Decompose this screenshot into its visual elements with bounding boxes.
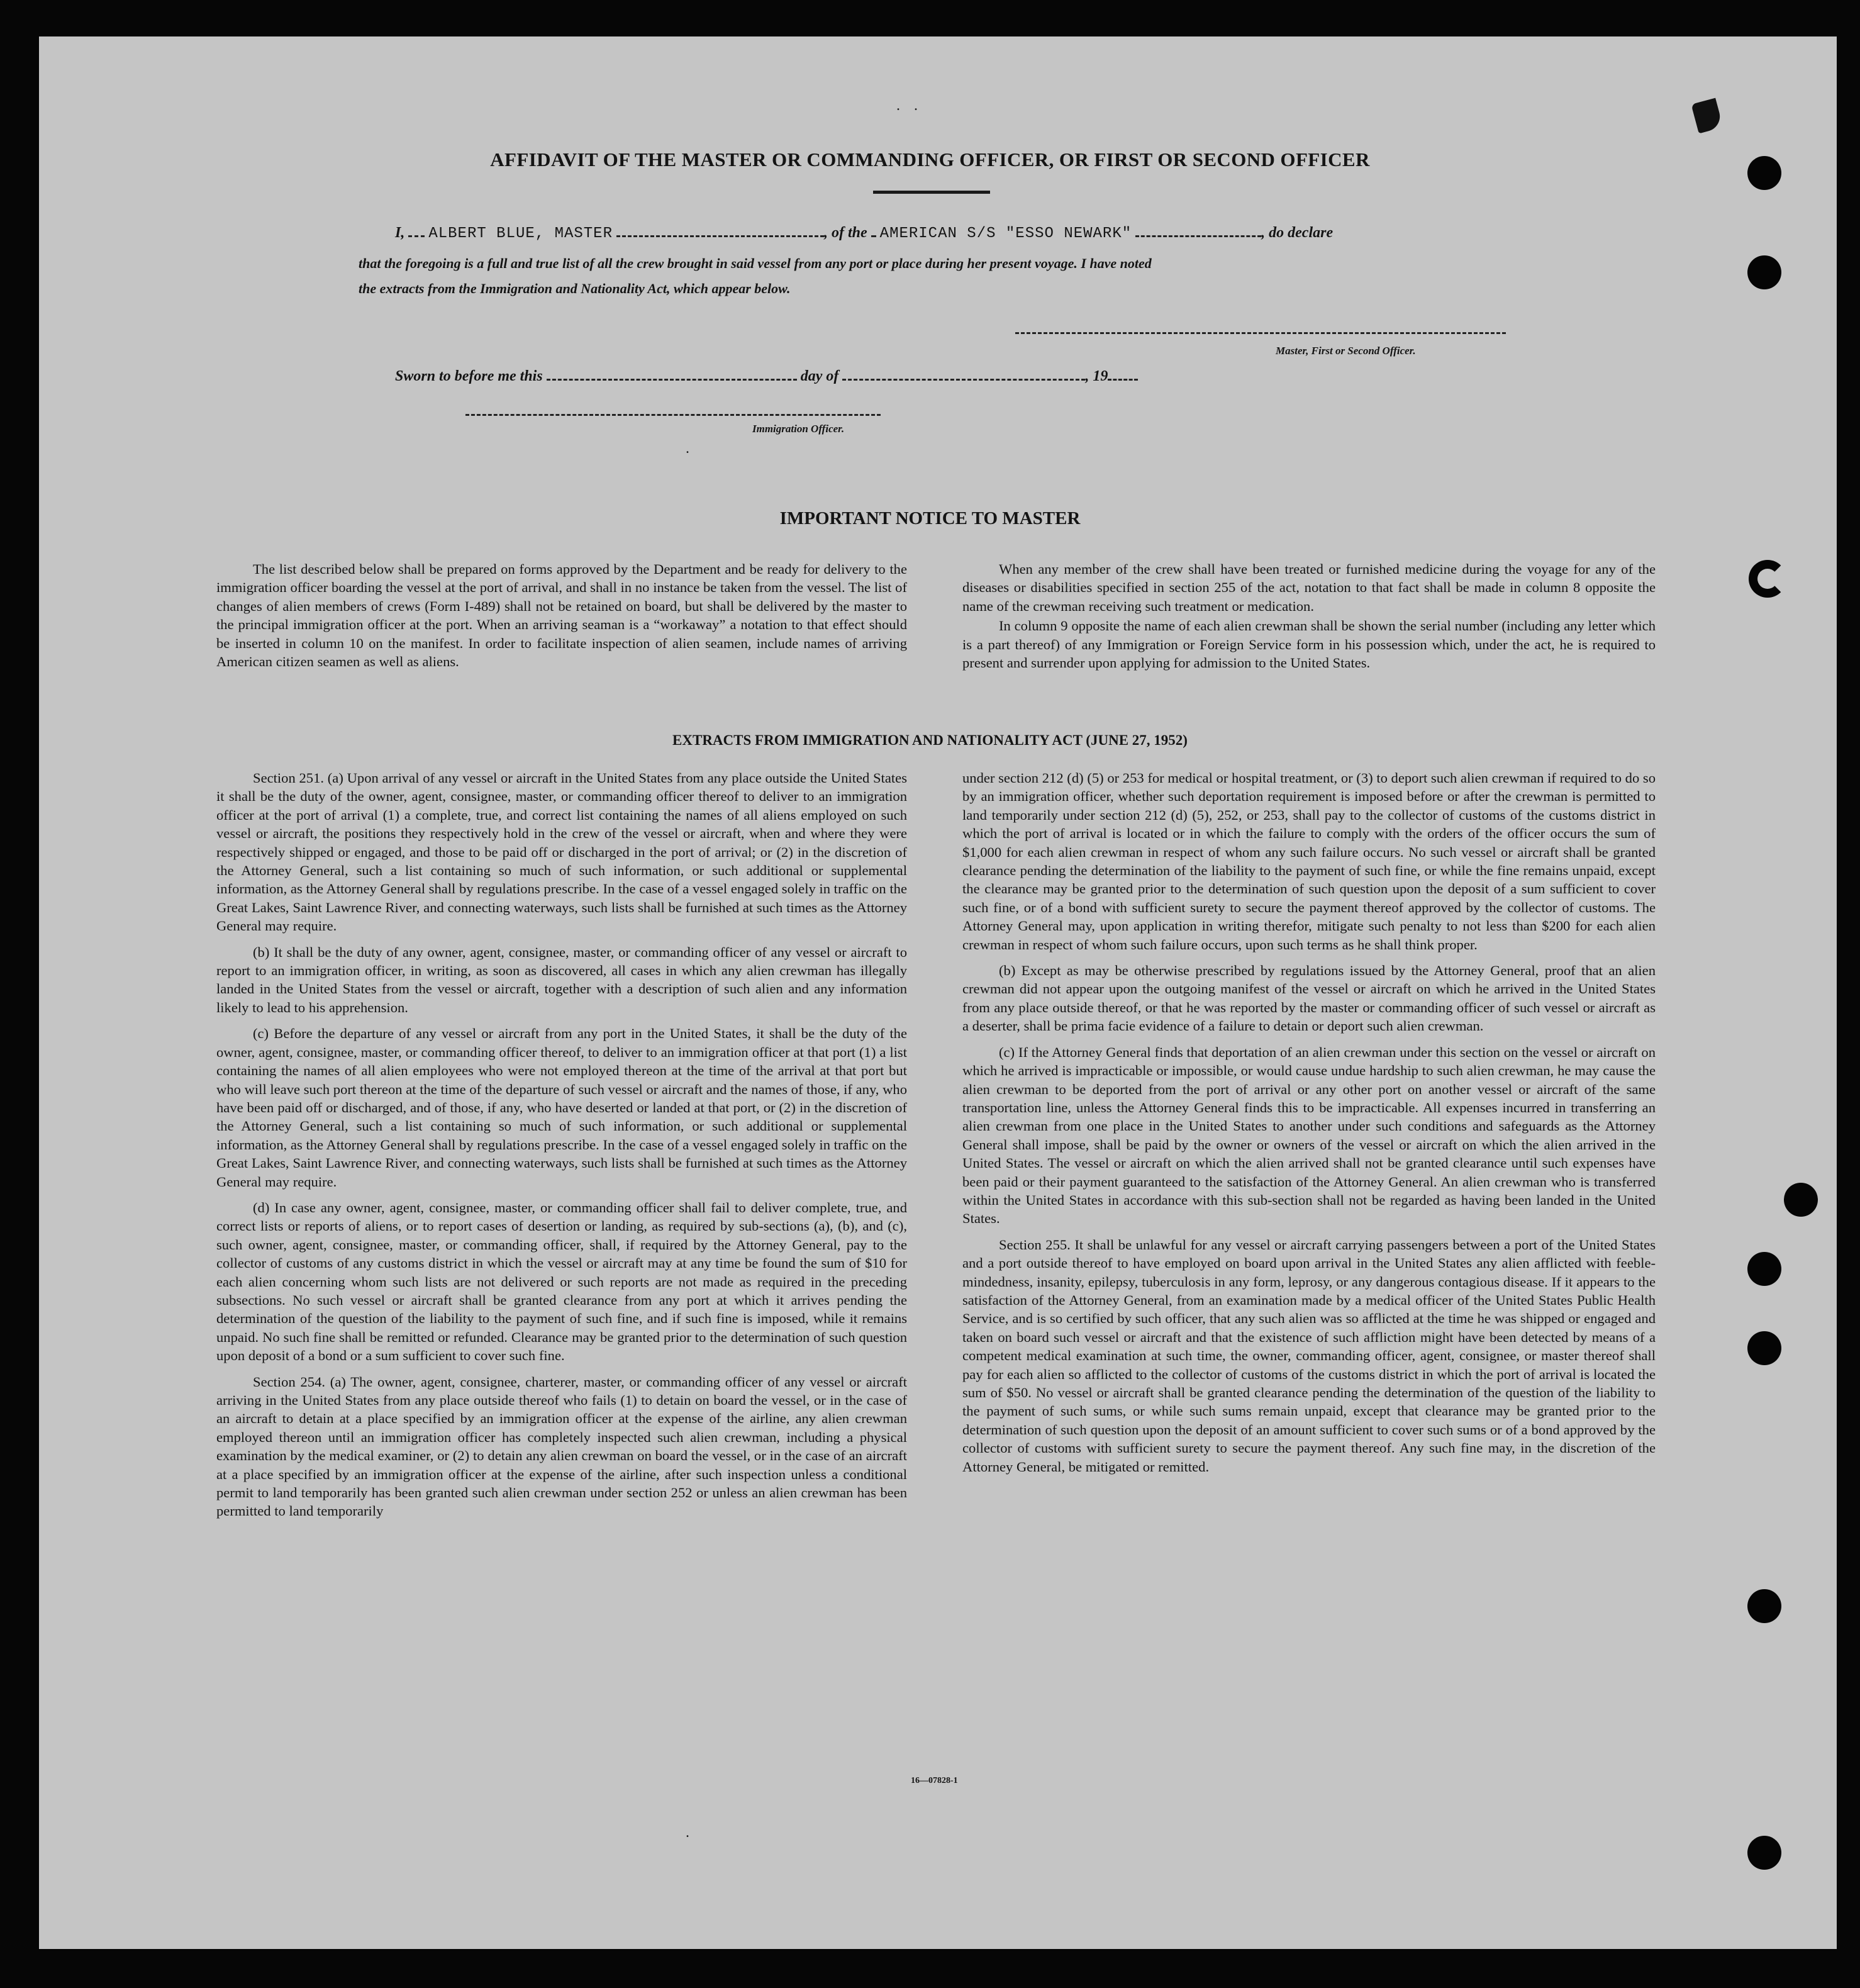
extracts-right-column	[962, 769, 1656, 1483]
master-name-field: ALBERT BLUE, MASTER	[428, 225, 613, 242]
punch-hole-icon	[1749, 560, 1786, 598]
section-paragraph: (d) In case any owner, agent, consignee, master, or commanding officer shall fail to deliver complete, true, and correct lists or reports of aliens, or to report cases of desertion or landing, as required by sub-sections (a), (b), and (c), such owner, agent, consignee, master, or commanding officer, shall, if required by the Attorney General, pay to the collector of customs of any customs district in which the vessel or aircraft may at any time be found the sum of $10 for each alien concerning whom such lists are not delivered or such reports are not made as required in the preceding subsections. No such vessel or aircraft shall be granted clearance from any port at which it arrives pending the determination of the question of the liability to the payment of such fine, and if such fine is imposed, while it remains unpaid. No such fine shall be remitted or refunded. Clearance may be granted prior to the determination of such question upon deposit of a bond or a sum sufficient to cover such fine.	[216, 1199, 907, 1364]
section-paragraph: (c) If the Attorney General finds that deportation of an alien crewman under this section on the vessel or aircraft on which he arrived is impracticable or impossible, or would cause undue hardship to such alien crewman, he may cause the alien crewman to be deported from the port of arrival or any other port on another vessel or aircraft of the same transportation line, unless the Attorney General finds this to be impracticable. All expenses incurred in transferring an alien crewman from one place in the United States to another under such conditions and safeguards as the Attorney General shall impose, shall be paid by the owner or owners of the vessel or aircraft on which the alien arrived in the United States. The vessel or aircraft on which the alien arrived shall not be granted clearance until such expenses have been paid or their payment guaranteed to the satisfaction of the Attorney General. An alien crewman who is transferred within the United States in accordance with this sub-section shall not be regarded as having been landed in the United States.	[962, 1044, 1656, 1227]
punch-hole-icon	[1747, 1252, 1781, 1286]
title-rule	[873, 191, 990, 194]
year-label: , 19	[1085, 368, 1108, 384]
declaration-line-3: the extracts from the Immigration and Nationality Act, which appear below.	[359, 281, 791, 296]
affidavit-title: AFFIDAVIT OF THE MASTER OR COMMANDING OFFICER, OR FIRST OR SECOND OFFICER	[490, 148, 1370, 170]
day-of-label: day of	[800, 368, 839, 384]
form-number: 16—07828-1	[911, 1776, 958, 1785]
section-paragraph: (b) Except as may be otherwise prescribed by regulations issued by the Attorney General, proof that an alien crewman did not appear upon the outgoing manifest of the vessel or aircraft on which he arrived in the United States from any place outside thereof, or that he was reported by the master or commanding officer of such vessel or aircraft as a deserter, shall be prima facie evidence of a failure to detain or deport such alien crewman.	[962, 963, 1656, 1034]
punch-hole-icon	[1747, 255, 1781, 289]
notice-paragraph: The list described below shall be prepared on forms approved by the Department and be ready for delivery to the immigration officer boarding the vessel at the port of arrival, and shall in no instance be taken from the vessel. The list of changes of alien members of crews (Form I-489) shall not be retained on board, but shall be delivered by the master to the principal immigration officer at the port. When an arriving seaman is a “workaway” a notation to that effect should be inserted in column 10 on the manifest. In order to facilitate inspection of alien seamen, include names of arriving American citizen seamen as well as aliens.	[216, 561, 907, 670]
signature-line	[1015, 332, 1506, 334]
notice-title: IMPORTANT NOTICE TO MASTER	[779, 508, 1081, 528]
extracts-left-column	[216, 769, 907, 1528]
blank	[871, 224, 876, 237]
notice-right-column	[962, 560, 1656, 679]
extracts-title: EXTRACTS FROM IMMIGRATION AND NATIONALITY ACT (JUNE 27, 1952)	[672, 732, 1188, 748]
sworn-line	[395, 367, 1138, 385]
declaration-line-2: that the foregoing is a full and true list of all the crew brought in said vessel from any port or place during her present voyage. I have noted	[359, 255, 1152, 271]
punch-hole-icon	[1747, 1589, 1781, 1623]
of-the-label: , of the	[824, 225, 867, 241]
blank	[1135, 224, 1261, 237]
declaration-line	[395, 224, 1333, 242]
do-declare-label: , do declare	[1261, 225, 1334, 241]
section-paragraph: Section 251. (a) Upon arrival of any vessel or aircraft in the United States from any place outside the United States it shall be the duty of the owner, agent, consignee, master, or commanding officer thereof to deliver to an immigration officer at the port of arrival (1) a complete, true, and correct list containing the names of all aliens employed on such vessel or aircraft, the positions they respectively hold in the crew of the vessel or aircraft, when and where they were respectively shipped or engaged, and those to be paid off or discharged in the port of arrival; or (2) in the discretion of the Attorney General, such a list containing so much of such information, or such additional or supplemental information, as the Attorney General shall by regulations prescribe. In the case of a vessel engaged solely in traffic on the Great Lakes, Saint Lawrence River, and connecting waterways, such lists shall be furnished at such times as the Attorney General may require.	[216, 770, 907, 934]
signature-caption: Master, First or Second Officer.	[1276, 345, 1416, 357]
blank	[842, 367, 1085, 381]
declaration-prefix: I,	[395, 225, 405, 241]
punch-hole-icon	[1747, 1331, 1781, 1365]
notice-paragraph: When any member of the crew shall have been treated or furnished medicine during the voyage for any of the diseases or disabilities specified in section 255 of the act, notation to that fact shall be made in column 8 opposite the name of the crewman receiving such treatment or medication.	[962, 561, 1656, 614]
section-paragraph: (b) It shall be the duty of any owner, agent, consignee, master, or commanding officer of any vessel or aircraft to report to an immigration officer, in writing, as soon as discovered, all cases in which any alien crewman has illegally landed in the United States from the vessel or aircraft, together with a description of such alien and any information likely to lead to his apprehension.	[216, 944, 907, 1015]
notice-paragraph: In column 9 opposite the name of each alien crewman shall be shown the serial number (including any letter which is a part thereof) of any Immigration or Foreign Service form in his possession which, under the act, he is required to present and surrender upon applying for admission to the United States.	[962, 618, 1656, 671]
punch-hole-icon	[1747, 1836, 1781, 1870]
blank	[616, 224, 824, 237]
blank	[1108, 367, 1138, 381]
section-paragraph: under section 212 (d) (5) or 253 for medical or hospital treatment, or (3) to deport such alien crewman if required to do so by an immigration officer, whether such deportation requirement is imposed before or after the crewman is permitted to land temporarily under section 212 (d) (5), 252, or 253, shall pay to the collector of customs of the customs district in which the port of arrival is located or in which the failure to comply with the orders of the officer occurs the sum of $1,000 for each alien crewman in respect of whom any such failure occurs. No such vessel or aircraft shall be granted clearance pending the determination of the liability to the payment of such fine, or while the fine remains unpaid, except the clearance may be granted prior to the determination of such question upon the deposit of a sum sufficient to cover such fine, or of a bond with sufficient surety to secure the payment thereof approved by the collector of customs. The Attorney General may, upon application in writing therefor, mitigate such penalty to not less than $200 for each alien crewman in respect of whom such failure occurs, upon such terms as he shall think proper.	[962, 770, 1656, 952]
section-paragraph: Section 254. (a) The owner, agent, consignee, charterer, master, or commanding officer of any vessel or aircraft arriving in the United States from any place outside thereof who fails (1) to detain on board the vessel, or in the case of an aircraft to detain at a place specified by an immigration officer at the expense of the airline, any alien crewman employed thereon until an immigration officer has completely inspected such alien crewman, including a physical examination by the medical examiner, or (2) to detain any alien crewman on board the vessel, or in the case of an aircraft at a place specified by an immigration officer at the expense of the airline, after such inspection unless a conditional permit to land temporarily has been granted such alien crewman under section 252 or unless an alien crewman has been permitted to land temporarily	[216, 1373, 907, 1519]
vessel-name-field: AMERICAN S/S "ESSO NEWARK"	[879, 225, 1132, 242]
blank	[547, 367, 797, 381]
officer-caption: Immigration Officer.	[752, 423, 845, 435]
scan-speck: .	[686, 440, 694, 457]
scan-speck: . .	[896, 98, 923, 114]
notice-left-column	[216, 560, 907, 678]
officer-signature-line	[465, 414, 881, 416]
blank	[408, 224, 425, 237]
scan-speck: .	[686, 1824, 694, 1841]
sworn-label: Sworn to before me this	[395, 368, 543, 384]
section-paragraph: Section 255. It shall be unlawful for any vessel or aircraft carrying passengers between a port of the United States and a port outside thereof to have employed on board upon arrival in the United States any alien afflicted with feeble-mindedness, insanity, epilepsy, tuberculosis in any form, leprosy, or any dangerous contagious disease. If it appears to the satisfaction of the Attorney General, from an examination made by a medical officer of the United States Public Health Service, and is so certified by such officer, that any such alien was so afflicted at the time he was shipped or engaged and taken on board such vessel or aircraft and that the existence of such affliction might have been detected by means of a competent medical examination at such time, the owner, commanding officer, agent, consignee, or master thereof shall pay for each alien so afflicted to the collector of customs of the customs district in which the port of arrival is located the sum of $50. No vessel or aircraft shall be granted clearance pending the determination of the question of the liability to the payment of such sums, or while such sums remain unpaid, except that clearance may be granted prior to the determination of such question upon the deposit of an amount sufficient to cover such sums or of a bond approved by the collector of customs with sufficient surety to secure the payment thereof. Any such fine may, in the discretion of the Attorney General, be mitigated or remitted.	[962, 1236, 1656, 1475]
section-paragraph: (c) Before the departure of any vessel or aircraft from any port in the United States, it shall be the duty of the owner, agent, consignee, master, or commanding officer thereof, to deliver to an immigration officer at that port (1) a list containing the names of all alien employees who were not employed thereon at the time of the arrival at that port but who will leave such port thereon at the time of the departure of such vessel or aircraft and the names of those, if any, who have been paid off or discharged, and of those, if any, who have deserted or landed at that port, or (2) in the discretion of the Attorney General, such a list containing so much of such information, or such additional or supplemental information, as the Attorney General shall by regulations prescribe. In the case of a vessel engaged solely in traffic on the Great Lakes, Saint Lawrence River, and connecting waterways, such lists shall be furnished at such times as the Attorney General may require.	[216, 1025, 907, 1190]
punch-hole-icon	[1784, 1183, 1818, 1217]
